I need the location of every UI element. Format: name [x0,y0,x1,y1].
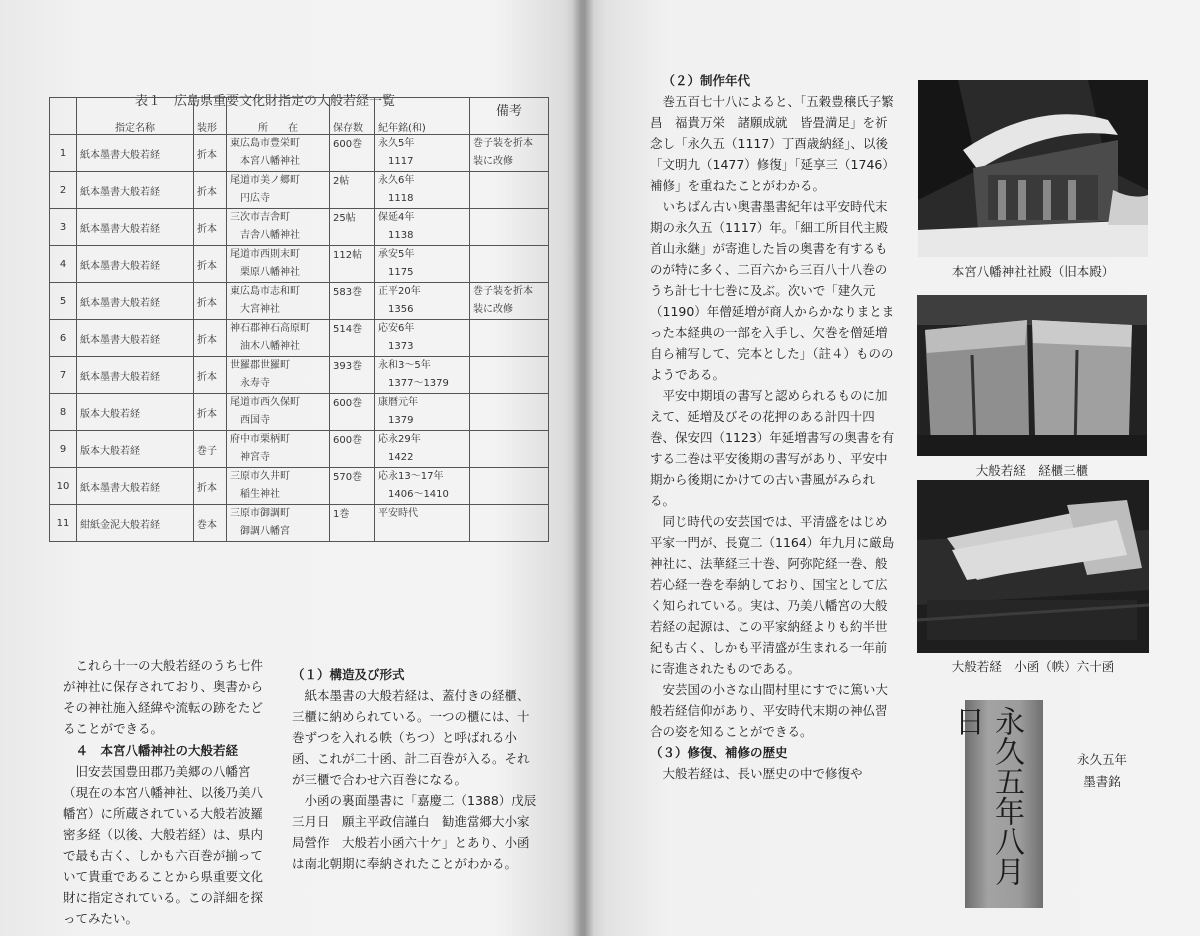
header-date: 紀年銘(和) [375,98,470,135]
sutra-chests-caption: 大般若経 経櫃三櫃 [975,463,1089,478]
binding-form: 巻本 [194,505,227,542]
volume-count: 2帖 [330,172,375,209]
designation-name: 紺紙金泥大般若経 [77,505,194,542]
row-number: 10 [50,468,77,505]
binding-form: 巻子 [194,431,227,468]
volume-count: 25帖 [330,209,375,246]
year: 1118 [388,193,414,204]
right-column-text [650,70,895,784]
location-city: 三原市御調町 [230,508,290,519]
era-date [375,394,470,431]
year: 1377～1379 [388,378,449,389]
book-gutter [572,0,594,936]
era-name: 平安時代 [378,508,418,519]
binding-form: 折本 [194,357,227,394]
table-row [50,209,549,246]
location [227,172,330,209]
binding-form: 折本 [194,394,227,431]
header-location: 所 在 [227,98,330,135]
table-row [50,357,549,394]
volume-count: 570巻 [330,468,375,505]
left-column-a [63,655,268,929]
location-city: 尾道市西久保町 [230,397,300,408]
location-site: 栗原八幡神社 [240,267,300,278]
location-city: 尾道市美ノ郷町 [230,175,300,186]
row-number: 7 [50,357,77,394]
binding-form: 折本 [194,283,227,320]
header-form: 装形 [194,98,227,135]
era-name: 正平20年 [378,286,421,297]
notes [470,394,549,431]
table-row [50,505,549,542]
designation-name: 紙本墨書大般若経 [77,357,194,394]
notes [470,135,549,172]
location [227,468,330,505]
location-city: 東広島市豊栄町 [230,138,300,149]
inscription-caption-2: 墨書銘 [1083,774,1121,789]
designation-name: 紙本墨書大般若経 [77,172,194,209]
location-site: 円広寺 [240,193,270,204]
notes-line-2: 装に改修 [473,304,513,315]
table-row [50,431,549,468]
year: 1373 [388,341,414,352]
era-date [375,505,470,542]
volume-count: 514巻 [330,320,375,357]
table-row [50,172,549,209]
header-notes: 備考 [470,98,549,135]
location-site: 油木八幡神社 [240,341,300,352]
designation-name: 紙本墨書大般若経 [77,320,194,357]
notes [470,505,549,542]
inscription-text: 永久五年八月 日 [949,706,1024,886]
binding-form: 折本 [194,172,227,209]
notes [470,431,549,468]
era-name: 永久5年 [378,138,415,149]
location-site: 本宮八幡神社 [240,156,300,167]
era-name: 応永29年 [378,434,421,445]
era-name: 保延4年 [378,212,415,223]
location-site: 大宮神社 [240,304,280,315]
row-number: 3 [50,209,77,246]
paragraph: 平安中期頃の書写と認められるものに加えて、延増及びその花押のある計四十四巻、保安四（1123）年延増書写の奥書を有する二巻は平安後期の書写があり、平安中期から後期にかけての古い書風がみられる。 [650,388,895,508]
row-number: 4 [50,246,77,283]
location-city: 府中市栗柄町 [230,434,290,445]
table-row [50,246,549,283]
paragraph: 紙本墨書の大般若経は、蓋付きの経櫃、三櫃に納められている。一つの櫃には、十巻ずつを入れる帙（ちつ）と呼ばれる小函、これが二十函、計二百巻が入る。それが三櫃で合わせ六百巻になる。 [292,688,530,787]
year: 1379 [388,415,414,426]
year: 1422 [388,452,414,463]
designation-name: 版本大般若経 [77,431,194,468]
volume-count: 600巻 [330,394,375,431]
inscription-photo [949,700,1043,908]
year: 1356 [388,304,414,315]
era-date [375,246,470,283]
year: 1138 [388,230,414,241]
location-site: 永寿寺 [240,378,270,389]
row-number: 1 [50,135,77,172]
location-city: 尾道市西則末町 [230,249,300,260]
volume-count: 600巻 [330,431,375,468]
location [227,505,330,542]
era-date [375,320,470,357]
table-row [50,394,549,431]
table-body [50,135,549,542]
era-name: 応永13～17年 [378,471,444,482]
binding-form: 折本 [194,320,227,357]
location [227,135,330,172]
location-city: 世羅郡世羅町 [230,360,290,371]
sutra-box-photo [917,480,1149,653]
year: 1117 [388,156,414,167]
left-column-b [292,664,537,874]
row-number: 6 [50,320,77,357]
era-date [375,357,470,394]
shrine-caption: 本宮八幡神社社殿（旧本殿） [951,264,1115,279]
volume-count: 112帖 [330,246,375,283]
volume-count: 393巻 [330,357,375,394]
notes [470,283,549,320]
location [227,320,330,357]
designation-name: 版本大般若経 [77,394,194,431]
paragraph: 安芸国の小さな山間村里にすでに篤い大般若経信仰があり、平安時代末期の神仏習合の姿を知ることができる。 [650,682,888,739]
notes [470,468,549,505]
era-name: 永和3～5年 [378,360,431,371]
volume-count: 600巻 [330,135,375,172]
shrine-photo [918,80,1148,257]
location-city: 三次市吉舎町 [230,212,290,223]
location-site: 西国寺 [240,415,270,426]
binding-form: 折本 [194,209,227,246]
era-name: 応安6年 [378,323,415,334]
header-no [50,98,77,135]
paragraph: 旧安芸国豊田郡乃美郷の八幡宮（現在の本宮八幡神社、以後乃美八幡宮）に所蔵されている大般若波羅密多経（以後、大般若経）は、県内で最も古く、しかも六百巻が揃っていて貴重であることから県重要文化財に指定されている。この詳細を探ってみたい。 [63,764,264,926]
era-name: 承安5年 [378,249,415,260]
notes [470,357,549,394]
inscription-caption-1: 永久五年 [1076,752,1127,767]
row-number: 8 [50,394,77,431]
era-date [375,431,470,468]
location-site: 吉舎八幡神社 [240,230,300,241]
sutra-box-caption: 大般若経 小函（帙）六十函 [951,659,1115,674]
table-row [50,320,549,357]
notes-line-2: 装に改修 [473,156,513,167]
row-number: 9 [50,431,77,468]
table-title: 表１ 広島県重要文化財指定の大般若経一覧 [135,94,396,109]
location [227,209,330,246]
sutra-chests-photo [917,295,1147,456]
era-date [375,283,470,320]
table-row [50,283,549,320]
designation-name: 紙本墨書大般若経 [77,246,194,283]
notes [470,172,549,209]
era-name: 康暦元年 [378,397,418,408]
designation-name: 紙本墨書大般若経 [77,135,194,172]
row-number: 2 [50,172,77,209]
section-heading: （２）制作年代 [662,73,751,88]
location-site: 御調八幡宮 [240,526,290,537]
year: 1175 [388,267,414,278]
designation-name: 紙本墨書大般若経 [77,283,194,320]
volume-count: 583巻 [330,283,375,320]
cultural-property-table [49,97,549,542]
paragraph: 同じ時代の安芸国では、平清盛をはじめ平家一門が、長寛二（1164）年九月に厳島神社に、法華経三十巻、阿弥陀経一巻、般若心経一巻を奉納しており、国宝として広く知られている。実は、乃美八幡宮の大般若経の起源は、この平家納経よりも約半世紀も古く、しかも平清盛が生まれる一年前に寄進されたものである。 [650,514,895,676]
location [227,246,330,283]
table-row [50,135,549,172]
location-city: 神石郡神石高原町 [230,323,310,334]
era-date [375,135,470,172]
location [227,283,330,320]
designation-name: 紙本墨書大般若経 [77,209,194,246]
notes-line-1: 巻子装を折本 [473,138,533,149]
location-city: 東広島市志和町 [230,286,300,297]
location [227,357,330,394]
notes-line-1: 巻子装を折本 [473,286,533,297]
binding-form: 折本 [194,246,227,283]
designation-name: 紙本墨書大般若経 [77,468,194,505]
era-name: 永久6年 [378,175,415,186]
era-date [375,209,470,246]
binding-form: 折本 [194,468,227,505]
notes [470,209,549,246]
binding-form: 折本 [194,135,227,172]
left-page [0,0,582,936]
location-city: 三原市久井町 [230,471,290,482]
paragraph: 小函の裏面墨書に「嘉慶二（1388）戊辰三月日 願主平政信謹白 勧進當郷大小家局營作 大般若小函六十ケ」とあり、小函は南北朝期に奉納されたことがわかる。 [292,793,537,871]
volume-count: 1巻 [330,505,375,542]
row-number: 11 [50,505,77,542]
notes [470,246,549,283]
location [227,394,330,431]
era-date [375,468,470,505]
section-heading: （１）構造及び形式 [292,667,405,682]
paragraph: 巻五百七十八によると、「五穀豊穣氏子繁昌 福貴万栄 諸願成就 皆畳満足」を祈念し「永久五（1117）丁酉歳納経」、以後「文明九（1477）修復」「延享三（1746）補修」を重ねたことがわかる。 [650,94,895,193]
year: 1406～1410 [388,489,449,500]
notes [470,320,549,357]
section-heading: ４ 本宮八幡神社の大般若経 [75,743,239,758]
table-row [50,468,549,505]
era-date [375,172,470,209]
paragraph: いちばん古い奥書墨書紀年は平安時代末期の永久五（1117）年。「細工所目代主殿首山永継」が寄進した旨の奥書を有するものが特に多く、二百六から三百八十八巻のうち計七十七巻に及ぶ。次いで「建久元（1190）年僧延増が商人からかなりまとまった本経典の一部を入手し、欠巻を僧延増自ら補写して、完本とした」（註４）もののようである。 [650,199,895,382]
location [227,431,330,468]
header-volumes: 保存数 [330,98,375,135]
location-site: 神宮寺 [240,452,270,463]
location-site: 稲生神社 [240,489,280,500]
paragraph: これら十一の大般若経のうち七件が神社に保存されており、奥書からその神社施入経緯や流転の跡をたどることができる。 [63,658,264,736]
table-header-row [50,98,549,135]
section-heading: （３）修復、補修の歴史 [650,745,788,760]
row-number: 5 [50,283,77,320]
paragraph: 大般若経は、長い歴史の中で修復や [662,766,863,781]
header-name: 指定名称 [77,98,194,135]
